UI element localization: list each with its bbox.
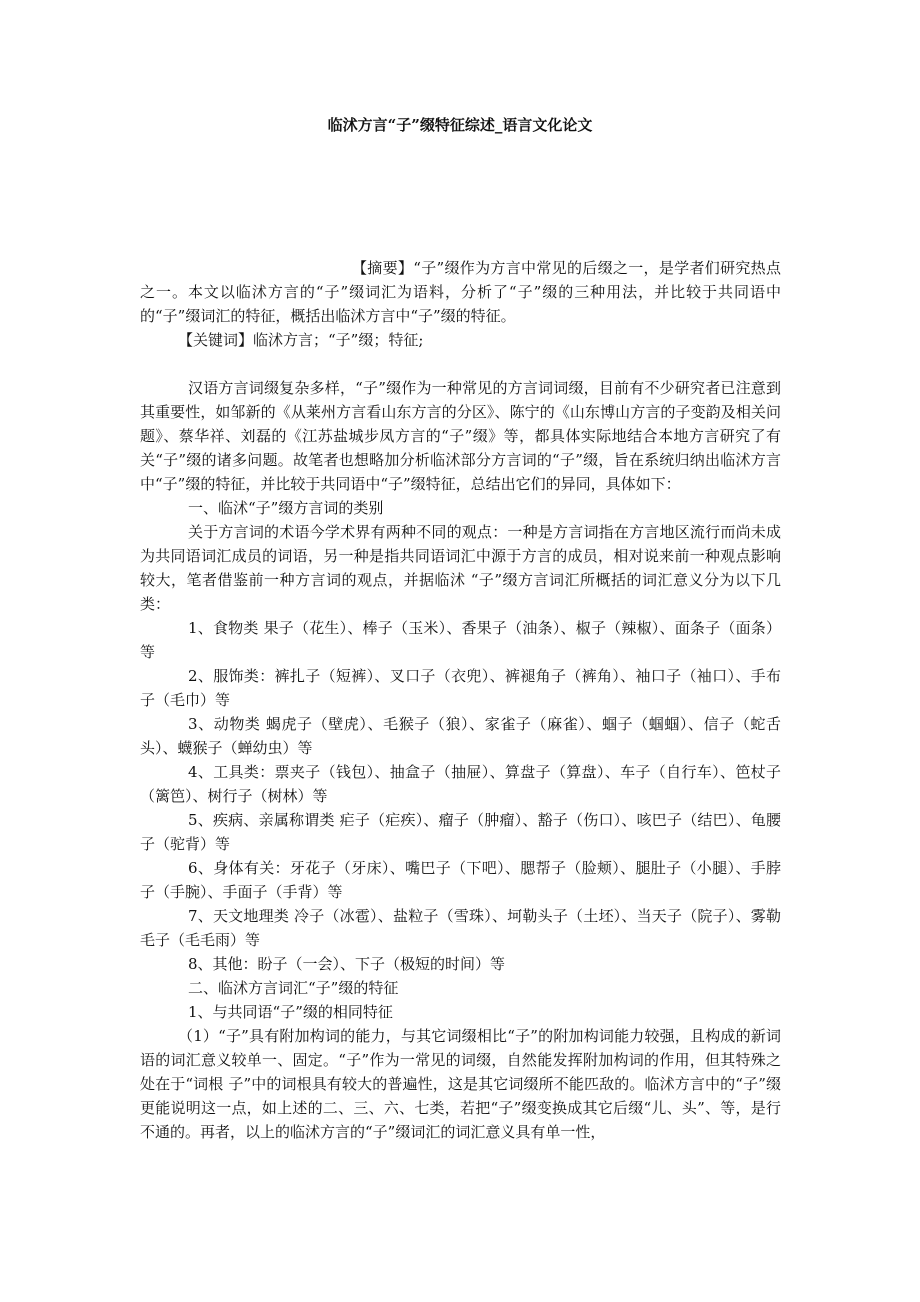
abstract: 【摘要】“子”缀作为方言中常见的后缀之一，是学者们研究热点之一。本文以临沭方言的“子”缀词汇为语料，分析了“子”缀的三种用法，并比较于共同语中的“子”缀词汇的特征，概括出临沭方言中“子”缀的特征。	[140, 259, 781, 325]
section-heading-2: 二、临沭方言词汇“子”缀的特征	[188, 979, 399, 997]
paragraph-definition: 关于方言词的术语今学术界有两种不同的观点：一种是方言词指在方言地区流行而尚未成为共同语词汇成员的词语，另一种是指共同语词汇中源于方言的成员，相对说来前一种观点影响较大，笔者借鉴前一种方言词的观点，并据临沭 “子”缀方言词汇所概括的词汇意义分为以下几类：	[140, 523, 781, 613]
page-title: 临沭方言“子”缀特征综述_语言文化论文	[327, 116, 593, 134]
list-item: 7、天文地理类 冷子（冰雹）、盐粒子（雪珠）、坷勒头子（土坯）、当天子（院子）、雾勒毛子（毛毛雨）等	[140, 907, 781, 949]
list-item: 1、食物类 果子（花生）、棒子（玉米）、香果子（油条）、椒子（辣椒）、面条子（面条）等	[140, 619, 781, 661]
list-item: 8、其他：盼子（一会）、下子（极短的时间）等	[188, 955, 506, 973]
list-item: 6、身体有关：牙花子（牙床）、嘴巴子（下吧）、腮帮子（脸颊）、腿肚子（小腿）、手脖子（手腕）、手面子（手背）等	[140, 859, 781, 901]
paragraph-intro: 汉语方言词缀复杂多样，“子”缀作为一种常见的方言词词缀，目前有不少研究者已注意到其重要性，如邹新的《从莱州方言看山东方言的分区》、陈宁的《山东博山方言的子变韵及相关问题》、蔡华祥、刘磊的《江苏盐城步凤方言的“子”缀》等，都具体实际地结合本地方言研究了有关“子”缀的诸多问题。故笔者也想略加分析临沭部分方言词的“子”缀，旨在系统归纳出临沭方言中“子”缀的特征，并比较于共同语中“子”缀特征，总结出它们的异同，具体如下：	[140, 379, 781, 493]
article-body	[140, 256, 781, 1144]
section-heading-1: 一、临沭“子”缀方言词的类别	[188, 499, 384, 517]
spacer	[140, 352, 781, 376]
subsection-heading: 1、与共同语“子”缀的相同特征	[188, 1003, 393, 1021]
list-item: 4、工具类：票夹子（钱包）、抽盒子（抽屉）、算盘子（算盘）、车子（自行车）、笆杖子（篱笆）、树行子（树林）等	[140, 763, 781, 805]
list-item: 2、服饰类：裤扎子（短裤）、叉口子（衣兜）、裤褪角子（裤角）、袖口子（袖口）、手布子（毛巾）等	[140, 667, 781, 709]
keywords: 【关键词】临沭方言；“子”缀；特征;	[178, 331, 424, 349]
paragraph-analysis: （1）“子”具有附加构词的能力，与其它词缀相比“子”的附加构词能力较强，且构成的新词语的词汇意义较单一、固定。“子”作为一常见的词缀，自然能发挥附加构词的作用，但其特殊之处在于“词根 子”中的词根具有较大的普遍性，这是其它词缀所不能匹敌的。临沭方言中的“子”缀更能说明这一点，如上述的二、三、六、七类，若把“子”缀变换成其它后缀“儿、头”、等，是行不通的。再者，以上的临沭方言的“子”缀词汇的词汇意义具有单一性，	[140, 1027, 781, 1141]
list-item: 5、疾病、亲属称谓类 疟子（疟疾）、瘤子（肿瘤）、豁子（伤口）、咳巴子（结巴）、龟腰子（驼背）等	[140, 811, 781, 853]
list-item: 3、动物类 蝎虎子（壁虎）、毛猴子（狼）、家雀子（麻雀）、蝈子（蝈蝈）、信子（蛇舌头）、蠛猴子（蝉幼虫）等	[140, 715, 781, 757]
